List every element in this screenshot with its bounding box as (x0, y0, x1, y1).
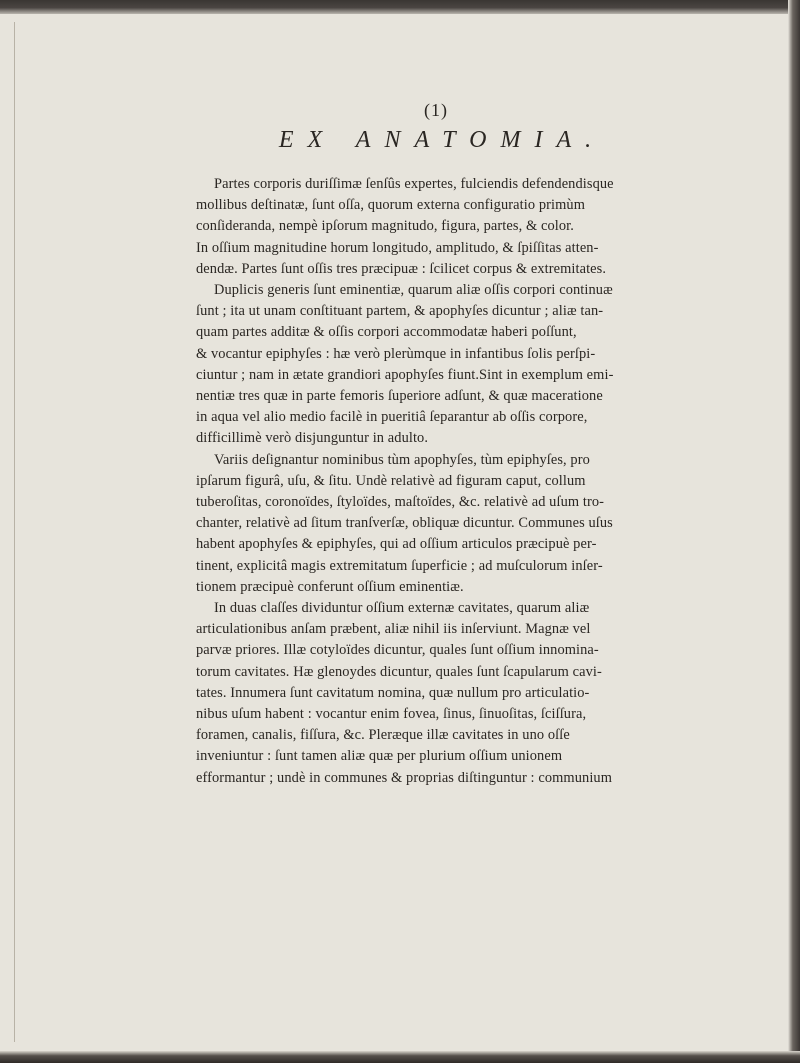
text-line: & vocantur epiphyſes : hæ verò plerùmque in infantibus ſolis perſpi- (196, 345, 596, 362)
text-line: mollibus deſtinatæ, ſunt oſſa, quorum externa configuratio primùm (196, 197, 585, 214)
scan-edge-bottom (0, 1051, 800, 1063)
paragraph-bones (196, 174, 676, 280)
book-page (196, 100, 676, 789)
text-line: In duas claſſes dividuntur oſſium externæ cavitates, quarum aliæ (214, 600, 590, 617)
text-line: Variis deſignantur nominibus tùm apophyſes, tùm epiphyſes, pro (214, 451, 590, 468)
text-line: parvæ priores. Illæ cotyloïdes dicuntur, quales ſunt oſſium innomina- (196, 642, 599, 659)
text-line: Duplicis generis ſunt eminentiæ, quarum aliæ oſſis corpori continuæ (214, 282, 613, 299)
text-line: tuberoſitas, coronoïdes, ſtyloïdes, maſtoïdes, &c. relativè ad uſum tro- (196, 494, 605, 511)
text-line: ſunt ; ita ut unam conſtituant partem, & apophyſes dicuntur ; aliæ tan- (196, 303, 604, 320)
text-line: tionem præcipuè conferunt oſſium eminentiæ. (196, 578, 464, 595)
text-line: nentiæ tres quæ in parte femoris ſuperiore adſunt, & quæ maceratione (196, 388, 603, 405)
text-line: tates. Innumera ſunt cavitatum nomina, quæ nullum pro articulatio- (196, 684, 590, 701)
text-line: tinent, explicitâ magis extremitatum ſuperficie ; ad muſculorum inſer- (196, 557, 603, 574)
text-line: chanter, relativè ad ſitum tranſverſæ, obliquæ dicuntur. Communes uſus (196, 515, 613, 532)
text-line: efformantur ; undè in communes & proprias diſtinguntur : communium (196, 769, 613, 786)
text-line: Partes corporis duriſſimæ ſenſûs expertes, fulciendis defendendisque (214, 176, 614, 192)
text-line: conſideranda, nempè ipſorum magnitudo, figura, partes, & color. (196, 218, 574, 235)
paragraph-eminences (196, 280, 676, 450)
text-line: quam partes additæ & oſſis corpori accommodatæ haberi poſſunt, (196, 324, 577, 341)
scan-edge-right (788, 0, 800, 1063)
text-line: difficillimè verò disjunguntur in adulto. (196, 430, 429, 447)
text-line: In oſſium magnitudine horum longitudo, amplitudo, & ſpiſſitas atten- (196, 239, 599, 256)
page-heading: EX ANATOMIA. (278, 127, 606, 153)
text-line: dendæ. Partes ſunt oſſis tres præcipuæ : ſcilicet corpus & extremitates. (196, 260, 607, 277)
text-line: in aqua vel alio medio facilè in pueritiâ ſeparantur ab oſſis corpore, (196, 409, 588, 426)
text-line: torum cavitates. Hæ glenoydes dicuntur, quales ſunt ſcapularum cavi- (196, 663, 602, 680)
text-line: ipſarum figurâ, uſu, & ſitu. Undè relativè ad figuram caput, collum (196, 472, 586, 489)
text-line: inveniuntur : ſunt tamen aliæ quæ per plurium oſſium unionem (196, 748, 563, 765)
page-number: (1) (424, 100, 448, 120)
page-fold-line (14, 22, 15, 1042)
text-line: foramen, canalis, fiſſura, &c. Pleræque illæ cavitates in uno oſſe (196, 727, 570, 744)
text-line: nibus uſum habent : vocantur enim fovea, ſinus, ſinuoſitas, ſciſſura, (196, 706, 587, 723)
text-line: ciuntur ; nam in ætate grandiori apophyſes fiunt.Sint in exemplum emi- (196, 366, 614, 383)
paragraph-names (196, 450, 676, 598)
text-line: habent apophyſes & epiphyſes, qui ad oſſium articulos præcipuè per- (196, 536, 597, 553)
text-line: articulationibus anſam præbent, aliæ nihil iis inſerviunt. Magnæ vel (196, 621, 591, 638)
scan-edge-top (0, 0, 800, 14)
paragraph-cavities (196, 598, 676, 789)
